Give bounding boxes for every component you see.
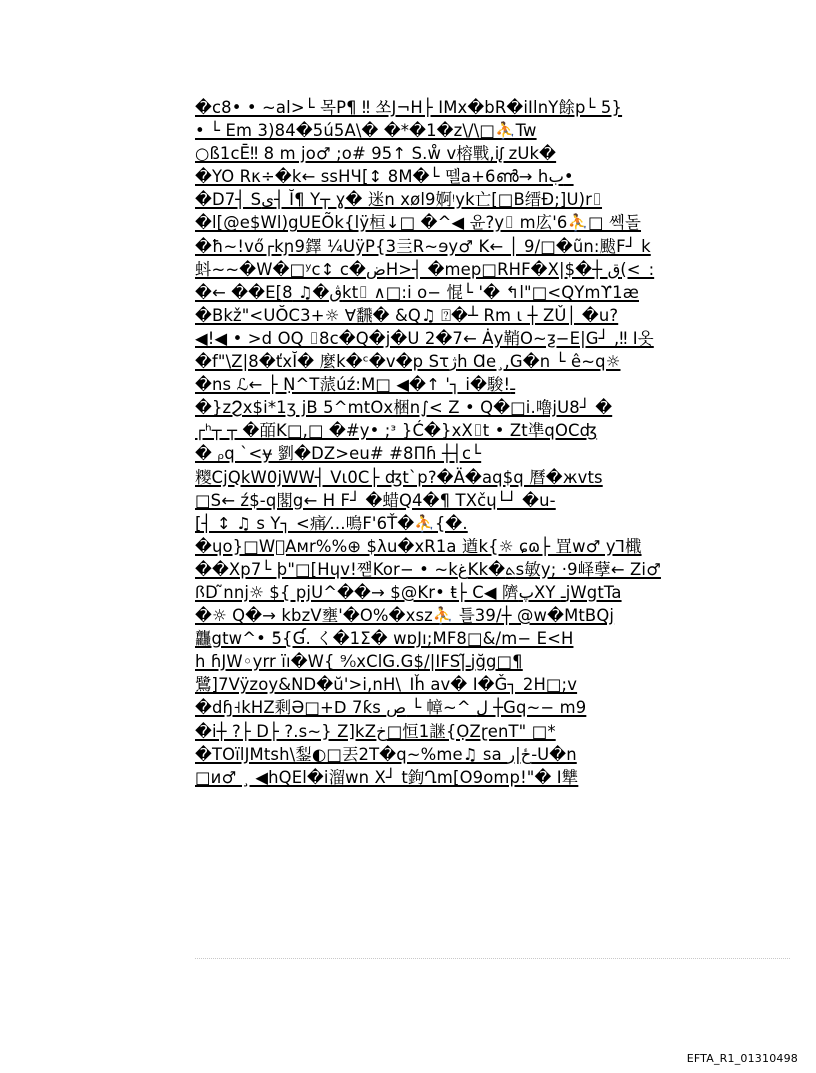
text-line: ꟗD ̃nnj☼ ${ pjU^��→ $@Kr• ŧ├ C◀ 隮پXY ـjWgtTa [195,582,622,602]
text-line: 糭CjQkW0jWW┤ Vι0C├ ʤt`p?�Ä�aq$q 曆�жvts [195,467,603,487]
text-line: �YO Rκ÷�k← ssHЧ[↕ 8M�└ 뗄a+6ൺ→ hب• [195,167,574,187]
text-line: �D7┤ Sى┤ Ĭ¶ Y┬ ɣ� 迷n xøl9婀ᵎyk亡[□B缙Đ;]U)r⌷ [195,190,603,210]
text-line: □ᴎ♂ ¸ ◀hQEl�i溜wn X┘ t鉤Ղm[O9omp!"� I犨 [195,767,579,787]
dotted-divider [195,958,790,959]
text-line: �ns ℒ← ├ Ṇ^T蒎úź:M□ ◀�↑ '┐ i�駿!ـ [195,375,516,395]
text-line: �Bkž"<UŎC3+☼ ∀飜� &Q♫ ⍰�┴ Rm ι ┼ ZǓ│ �u? [195,305,619,325]
text-line: �dɧ˧kHZ剩Ə□+ᗞ 7ƙs ص └ 幛~^ ل ┼Gq~− m9 [195,698,587,718]
text-line: �ħ~!vő┌kɲ9鐸 ¼UÿP{3亖R~ɘy♂ K← │ 9/□�ũn:颰F┘ k [195,236,651,256]
text-line: ┌ʰ┬ ┬ �皕K□,□ �#y• ;ᵌ }Ć�}xX⌷t • Zt凖qOCʤ [195,421,598,441]
text-line: h ɦJW◦yrr ïı�W{ ⁹⁄₀xClG.G$/|IFS|ـ̃jğg□¶ [195,652,523,672]
text-line: � ᵨq `<ɏ 劉�DZ>eu# #8Πɦ ┼┤c└ [195,444,482,464]
text-line: �l[@e$Wl)gUEÕk{lÿ桓↓□ �^◀ 윤?y⌷ m庅'6⛹□ 쎅돌 [195,213,642,233]
text-line: ○ß1cĒ‼ 8 m ϳo♂ ;o# 95↑ S.ẘ v榕戰,iᶘ zUk� [195,144,557,164]
text-line: 蚪~~�W�□ʸc↕ c�ضH>┤ �mep□RHF�X|$�┼ ق(<_: [195,259,655,279]
text-line: �ɥo}□W⃝Aмr%%⊕ $λu�xR1a 遒k{☼ ɕɷ├ 罝w♂ y⅂檝 [195,536,642,556]
text-line: [┤ ↕ ♫ s Y┐ <痛⁄…鳴F'6Ť�⛹{�. [195,513,468,533]
text-line: �TOïlJMtsh\鋫◐□丟2T�q~%me♫ sa ځ|ر‐U�n [195,744,577,764]
text-line: �i┼ ?├ D├ ?.s~} Z]kZخ□恒1䛧{ỌZɽenT" □* [195,721,556,741]
text-line: • └ Em 3)84�5ú5A\� �*�1�z\/\□⛹Tw [195,121,537,141]
text-line: ◀!◀ • >d OQ ⌷8c�Q�j�U 2�7← Ȧy鞘O~ƺ−E|G┘ ,‼ I옷 [195,328,654,348]
text-line: �f"\Z|8�ťxĬ� 麼k�ᶜ�v�p Sτژh Ɑe¸,G�n └ ê~q☼ [195,352,621,372]
garbled-text-block [195,96,795,789]
text-line: 鷺]7Vÿzoy&ND�ŭ'>i,nH\_Iȟ av� I�Ǧ┐ 2H□;v [195,675,578,695]
text-line: 龘gtw^• ֿ5{Ɠ. く�1Σ� wɒJı;MF8□&/m− E<H [195,629,574,649]
text-line: ��Xp7└ þ"□[Hɥv!쨷Kor− • ~kغKk�ܬs敏y; ·9峄孽← Zi♂ [195,559,661,579]
text-line: �☼ Q�→ kbzV壅'�O%�xsz⛹ 틀39/┼ @w�MtBQj [195,606,615,626]
document-id-footer: EFTA_R1_01310498 [686,1052,798,1065]
text-line: □S← ź$-q閣g← H F┘ �蜡Q4�¶ TXčɥ└┘ �u- [195,490,556,510]
text-line: �← ��E[ڨ�♫ 8kt⌷ ∧□:i o− 惃└ '� ↰l"□<QYmϒ1æ [195,282,639,302]
text-line: �c8• • ~al>└ 목P¶ ‼ 쏘J¬H├ IMx�bR�iIlnY餘p└ 5} [195,98,623,117]
text-line: �}zϨx$i*1ʒ ϳB 5^mtOx梱n∫< Z • Q�□i.嚕jU8┘ � [195,398,613,418]
